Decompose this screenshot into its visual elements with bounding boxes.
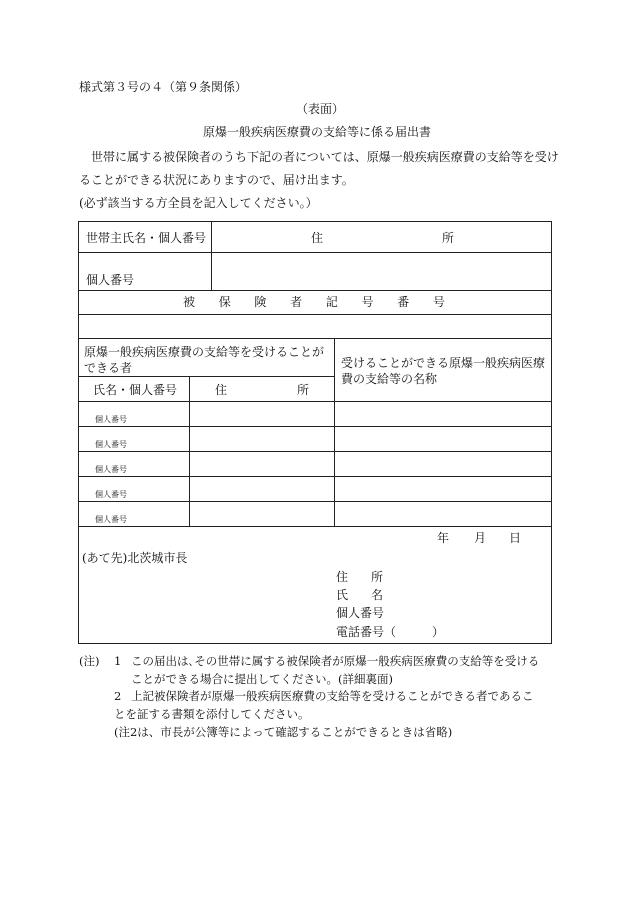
insured-char: 険 [254, 295, 267, 309]
applicant-name-char-1: 氏 [336, 588, 349, 602]
phone-number-label: 電話番号（ ） [336, 625, 445, 639]
insured-char: 番 [397, 295, 410, 309]
insured-number-field[interactable] [79, 315, 551, 337]
insured-char: 記 [325, 295, 338, 309]
householder-number-field[interactable] [212, 253, 551, 289]
eligible-label-line-1: 原爆一般疾病医療費の支給等を受けることが [84, 345, 325, 359]
insured-char: 者 [290, 295, 303, 309]
form-side: （表面） [296, 102, 345, 116]
applicant-address-char-1: 住 [336, 570, 349, 584]
note-2-line-3: (注2は、市長が公簿等によって確認することができるときは省略) [114, 725, 453, 739]
addressee: (あて先)北茨城市長 [82, 551, 188, 565]
householder-number-label: 個人番号 [86, 273, 135, 287]
intro-line-3: (必ず該当する方全員を記入してください。） [79, 196, 318, 210]
row-personal-number-label: 個人番号 [95, 490, 127, 499]
note-1-number: 1 [114, 654, 122, 668]
note-2-number: 2 [114, 689, 122, 703]
form-number: 様式第３号の４（第９条関係） [79, 80, 248, 94]
form-title: 原爆一般疾病医療費の支給等に係る届出書 [203, 125, 432, 139]
date-month-label: 月 [474, 531, 487, 545]
applicant-name-char-2: 名 [371, 588, 384, 602]
insured-char: 号 [361, 295, 374, 309]
row-personal-number-label: 個人番号 [95, 465, 127, 474]
householder-label: 世帯主氏名・個人番号 [86, 231, 207, 245]
note-2-line-1: 上記被保険者が原爆一般疾病医療費の支給等を受けることができる者であるこ [131, 689, 534, 703]
row-personal-number-label: 個人番号 [95, 440, 127, 449]
intro-line-1: 世帯に属する被保険者のうち下記の者については、原爆一般疾病医療費の支給等を受け [91, 150, 559, 164]
intro-line-2: ることができる状況にありますので、届け出ます。 [79, 173, 354, 187]
insured-char: 保 [218, 295, 231, 309]
row-personal-number-label: 個人番号 [95, 415, 127, 424]
receivable-label-line-2: 費の支給等の名称 [341, 372, 438, 386]
eligible-label-line-2: できる者 [84, 361, 133, 375]
notes-label: (注) [79, 654, 100, 668]
date-day-label: 日 [509, 531, 522, 545]
insured-number-heading [183, 296, 445, 308]
applicant-address-char-2: 所 [371, 570, 384, 584]
insured-char: 号 [432, 295, 445, 309]
date-year-label: 年 [437, 531, 450, 545]
insured-char: 被 [183, 295, 196, 309]
note-1-line-2: ことができる場合に提出してください。(詳細裏面) [131, 672, 393, 686]
note-1-line-1: この届出は､その世帯に属する被保険者が原爆一般疾病医療費の支給等を受ける [131, 654, 540, 668]
note-2-line-2: とを証する書類を添付してください。 [114, 707, 310, 721]
row-personal-number-label: 個人番号 [95, 515, 127, 524]
receivable-label-line-1: 受けることができる原爆一般疾病医療 [341, 356, 546, 370]
name-column-header: 氏名・個人番号 [93, 383, 178, 397]
address-column-char-1: 住 [215, 383, 228, 397]
address-char-1: 住 [311, 231, 324, 245]
address-char-2: 所 [442, 231, 455, 245]
address-column-char-2: 所 [297, 383, 310, 397]
applicant-number-label: 個人番号 [336, 606, 385, 620]
